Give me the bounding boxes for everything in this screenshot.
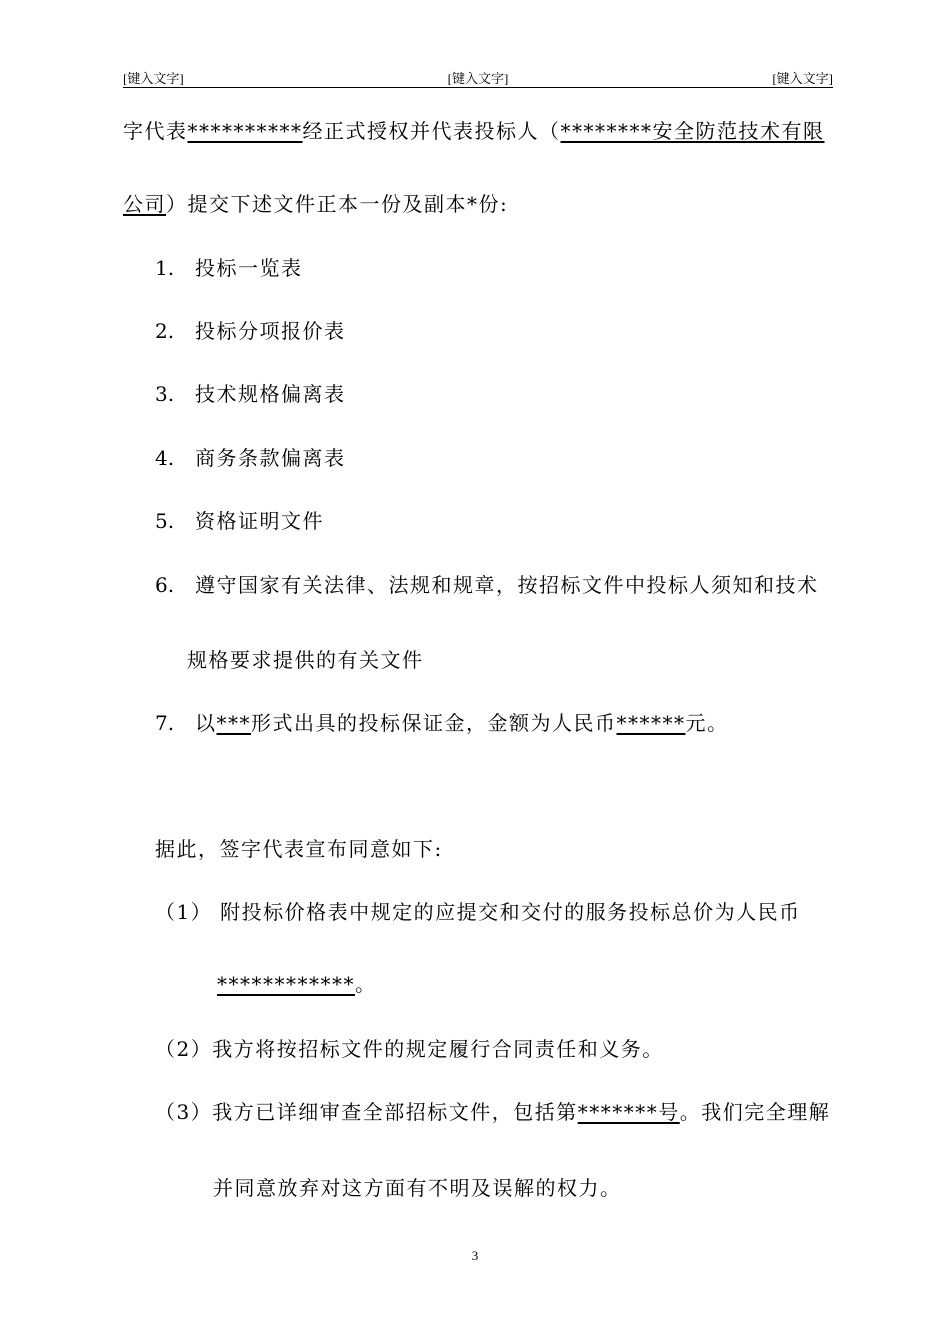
list-item-text: 技术规格偏离表	[195, 382, 346, 406]
list-item-text: 投标一览表	[195, 256, 303, 280]
guarantee-form-placeholder: ***	[216, 711, 251, 735]
list-item-text: 元。	[685, 711, 729, 735]
list-item-text: 形式出具的投标保证金，金额为人民币	[251, 711, 617, 735]
clause-3-continuation: 并同意放弃对这方面有不明及误解的权力。	[213, 1176, 622, 1200]
list-item-text: 以	[195, 711, 217, 735]
clause-1-continuation	[217, 970, 377, 998]
list-item	[155, 317, 346, 345]
list-item	[155, 380, 346, 408]
list-item-number: 3.	[155, 382, 175, 406]
list-item-number: 2.	[155, 319, 175, 343]
bidder-name-end: 公司	[123, 192, 166, 216]
header-divider	[123, 87, 833, 88]
bidder-name-placeholder: ********安全防范技术有限	[560, 119, 825, 143]
guarantee-amount-placeholder: ******	[616, 711, 686, 735]
clause-1: （1） 附投标价格表中规定的应提交和交付的服务投标总价为人民币	[155, 900, 801, 924]
list-item-number: 1.	[155, 256, 175, 280]
list-item	[155, 254, 303, 282]
header-left-text: [键入文字]	[123, 71, 184, 86]
signatory-placeholder: **********	[187, 119, 303, 143]
declaration-text: 据此，签字代表宣布同意如下:	[155, 837, 443, 861]
list-item-text: 资格证明文件	[195, 509, 324, 533]
total-price-placeholder: ************	[217, 972, 355, 996]
list-item	[155, 507, 324, 535]
list-item	[155, 709, 729, 737]
document-number-placeholder: *******号	[577, 1100, 680, 1124]
list-item-text: 投标分项报价表	[195, 319, 346, 343]
list-item-number: 7.	[155, 711, 175, 735]
list-item-number: 4.	[155, 446, 175, 470]
list-item-continuation: 规格要求提供的有关文件	[187, 648, 424, 672]
clause-text: （3）我方已详细审查全部招标文件，包括第	[155, 1100, 578, 1124]
list-item	[155, 571, 819, 599]
list-item-number: 6.	[155, 573, 175, 597]
header-right-text: [键入文字]	[772, 71, 833, 86]
list-item	[155, 444, 346, 472]
intro-line-2	[123, 190, 508, 218]
clause-3	[155, 1098, 830, 1126]
intro-text: 经正式授权并代表投标人（	[302, 119, 561, 143]
clause-text: 。我们完全理解	[679, 1100, 831, 1124]
list-item-number: 5.	[155, 509, 175, 533]
list-item-text: 遵守国家有关法律、法规和规章，按招标文件中投标人须知和技术	[195, 573, 819, 597]
intro-text: ）提交下述文件正本一份及副本*份:	[166, 192, 509, 216]
page-header	[123, 68, 833, 88]
clause-text: 。	[355, 972, 377, 996]
header-center-text: [键入文字]	[447, 71, 509, 86]
clause-2: （2）我方将按招标文件的规定履行合同责任和义务。	[155, 1037, 664, 1061]
intro-line-1	[123, 117, 825, 145]
list-item-text: 商务条款偏离表	[195, 446, 346, 470]
intro-text: 字代表	[123, 119, 188, 143]
page-number: 3	[471, 1248, 479, 1263]
